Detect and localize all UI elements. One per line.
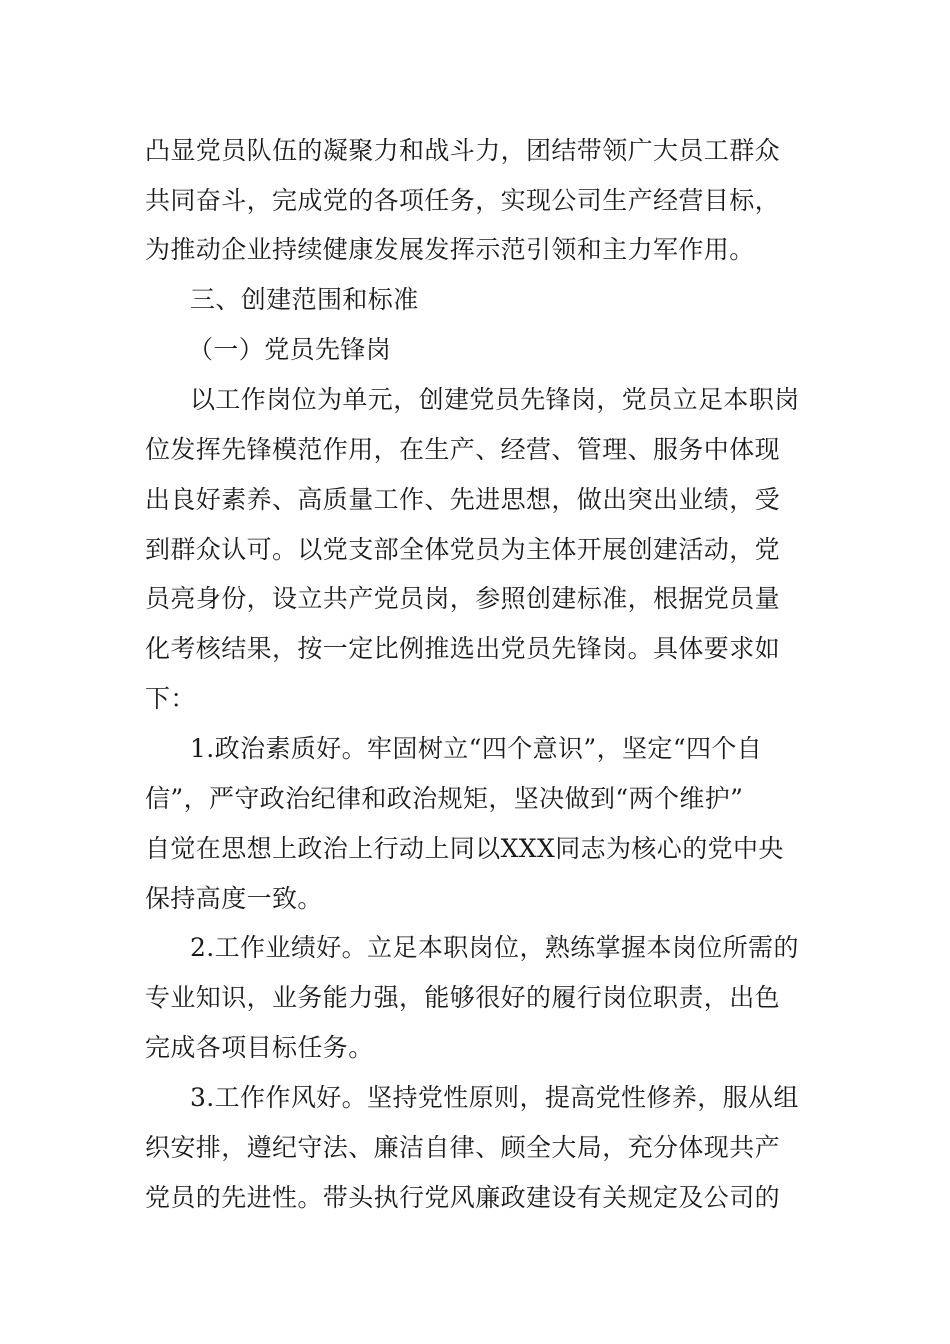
list-item-line: 2.工作业绩好。立足本职岗位，熟练掌握本岗位所需的 [190, 933, 799, 962]
paragraph-line: 以工作岗位为单元，创建党员先锋岗，党员立足本职岗 [190, 385, 800, 414]
list-item-line: 信”，严守政治纪律和政治规矩，坚决做到“两个维护” [145, 784, 744, 813]
list-item-line: 1.政治素质好。牢固树立“四个意识”，坚定“四个自 [190, 734, 763, 763]
paragraph-line: 到群众认可。以党支部全体党员为主体开展创建活动，党 [145, 535, 781, 564]
subsection-heading: （一）党员先锋岗 [188, 335, 392, 364]
list-item-line: 专业知识，业务能力强，能够很好的履行岗位职责，出色 [145, 983, 781, 1012]
paragraph-line: 凸显党员队伍的凝聚力和战斗力，团结带领广大员工群众 [145, 136, 781, 165]
paragraph-line: 出良好素养、高质量工作、先进思想，做出突出业绩，受 [145, 485, 781, 514]
list-item-line: 3.工作作风好。坚持党性原则，提高党性修养，服从组 [190, 1083, 799, 1112]
list-item-line: 织安排，遵纪守法、廉洁自律、顾全大局，充分体现共产 [145, 1133, 781, 1162]
paragraph-line: 为推动企业持续健康发展发挥示范引领和主力军作用。 [145, 235, 755, 264]
list-item-line: 保持高度一致。 [145, 884, 323, 913]
paragraph-line: 位发挥先锋模范作用，在生产、经营、管理、服务中体现 [145, 435, 781, 464]
paragraph-line: 共同奋斗，完成党的各项任务，实现公司生产经营目标， [145, 186, 781, 215]
paragraph-line: 下： [145, 684, 196, 713]
section-heading: 三、创建范围和标准 [190, 285, 419, 314]
list-item-line: 党员的先进性。带头执行党风廉政建设有关规定及公司的 [145, 1183, 781, 1212]
list-item-line: 自觉在思想上政治上行动上同以XXX同志为核心的党中央 [145, 834, 784, 863]
paragraph-line: 员亮身份，设立共产党员岗，参照创建标准，根据党员量 [145, 584, 781, 613]
paragraph-line: 化考核结果，按一定比例推选出党员先锋岗。具体要求如 [145, 634, 781, 663]
list-item-line: 完成各项目标任务。 [145, 1033, 374, 1062]
